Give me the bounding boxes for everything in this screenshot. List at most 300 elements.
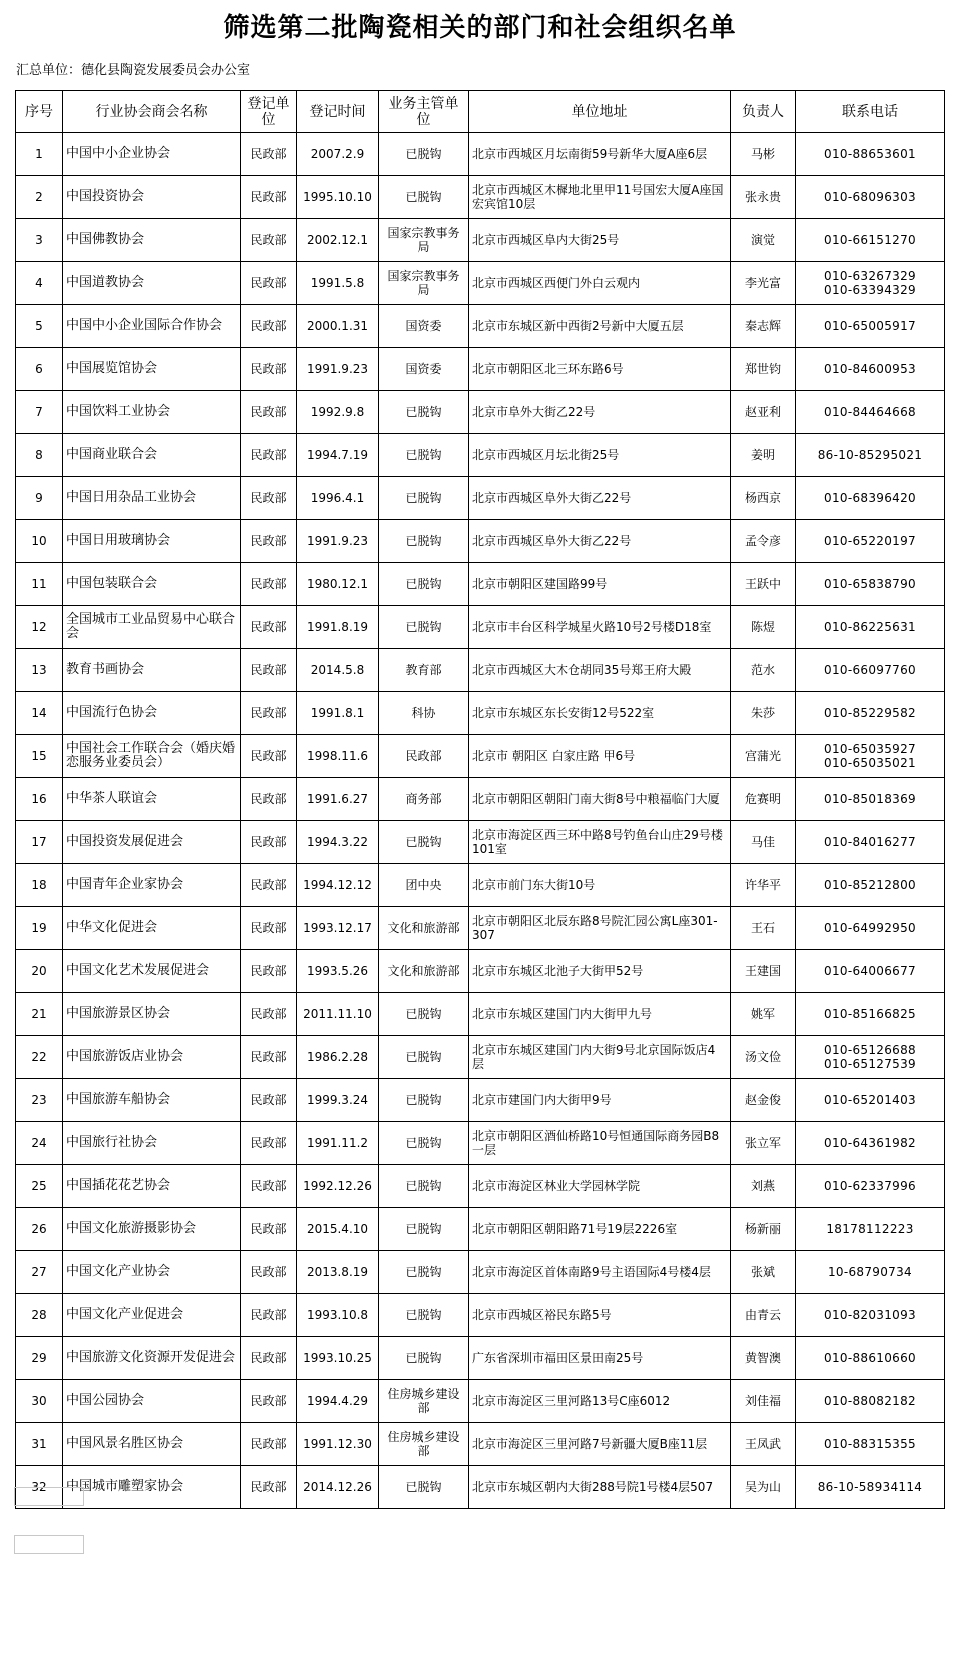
cell-reg-time: 1998.11.6: [297, 735, 379, 778]
cell-reg-unit: 民政部: [241, 821, 297, 864]
cell-name: 中国旅游景区协会: [63, 993, 241, 1036]
cell-reg-unit: 民政部: [241, 1294, 297, 1337]
cell-index: 10: [16, 520, 63, 563]
cell-reg-unit: 民政部: [241, 176, 297, 219]
table-header-row: [16, 91, 945, 133]
cell-index: 15: [16, 735, 63, 778]
cell-supervisor: 团中央: [379, 864, 469, 907]
cell-index: 19: [16, 907, 63, 950]
cell-reg-unit: 民政部: [241, 305, 297, 348]
phone-primary: 86-10-58934114: [817, 1480, 923, 1494]
table-row: [16, 1251, 945, 1294]
cell-name: 中国佛教协会: [63, 219, 241, 262]
table-row: [16, 176, 945, 219]
cell-reg-time: 1993.10.25: [297, 1337, 379, 1380]
cell-index: 22: [16, 1036, 63, 1079]
table-row: [16, 1122, 945, 1165]
cell-index: 27: [16, 1251, 63, 1294]
cell-person: 秦志辉: [731, 305, 796, 348]
cell-person: 赵金俊: [731, 1079, 796, 1122]
cell-reg-unit: 民政部: [241, 1036, 297, 1079]
table-row: [16, 1294, 945, 1337]
cell-person: 黄智澳: [731, 1337, 796, 1380]
cell-address: 北京市海淀区西三环中路8号钓鱼台山庄29号楼101室: [469, 821, 731, 864]
cell-name: 中国文化旅游摄影协会: [63, 1208, 241, 1251]
cell-name: 中华茶人联谊会: [63, 778, 241, 821]
cell-person: 姚军: [731, 993, 796, 1036]
cell-supervisor: 已脱钩: [379, 563, 469, 606]
cell-supervisor: 国资委: [379, 305, 469, 348]
phone-primary: 010-68096303: [824, 190, 916, 204]
cell-reg-unit: 民政部: [241, 1251, 297, 1294]
organizer-line: 汇总单位：德化县陶瓷发展委员会办公室: [16, 63, 251, 78]
cell-address: 北京市西城区月坛南街59号新华大厦A座6层: [469, 133, 731, 176]
table-row: [16, 391, 945, 434]
phone-primary: 010-84600953: [824, 362, 916, 376]
cell-address: 北京市朝阳区北三环东路6号: [469, 348, 731, 391]
organization-table: [15, 90, 945, 1509]
cell-address: 北京市阜外大街乙22号: [469, 391, 731, 434]
cell-supervisor: 已脱钩: [379, 477, 469, 520]
cell-name: 中国社会工作联合会（婚庆婚恋服务业委员会）: [63, 735, 241, 778]
phone-secondary: 010-63394329: [824, 283, 916, 297]
cell-supervisor: 住房城乡建设部: [379, 1380, 469, 1423]
cell-index: 32: [16, 1466, 63, 1509]
cell-reg-time: 1986.2.28: [297, 1036, 379, 1079]
cell-name: 中国投资协会: [63, 176, 241, 219]
cell-reg-time: 1991.8.19: [297, 606, 379, 649]
cell-name: 全国城市工业品贸易中心联合会: [63, 606, 241, 649]
cell-supervisor: 已脱钩: [379, 1466, 469, 1509]
cell-index: 6: [16, 348, 63, 391]
phone-primary: 010-84464668: [824, 405, 916, 419]
cell-reg-unit: 民政部: [241, 950, 297, 993]
cell-phone: [796, 391, 945, 434]
cell-person: 张永贵: [731, 176, 796, 219]
header-index: 序号: [16, 91, 63, 133]
table-row: [16, 434, 945, 477]
phone-primary: 010-85166825: [824, 1007, 916, 1021]
cell-phone: [796, 133, 945, 176]
cell-address: 北京市 朝阳区 白家庄路 甲6号: [469, 735, 731, 778]
cell-person: 张立军: [731, 1122, 796, 1165]
cell-index: 9: [16, 477, 63, 520]
cell-address: 北京市朝阳区酒仙桥路10号恒通国际商务园B8一层: [469, 1122, 731, 1165]
cell-name: 中国文化艺术发展促进会: [63, 950, 241, 993]
cell-phone: [796, 176, 945, 219]
phone-primary: 010-88653601: [824, 147, 916, 161]
cell-reg-unit: 民政部: [241, 1380, 297, 1423]
cell-supervisor: 已脱钩: [379, 1036, 469, 1079]
cell-name: 中国流行色协会: [63, 692, 241, 735]
phone-primary: 010-66097760: [824, 663, 916, 677]
cell-reg-time: 1992.9.8: [297, 391, 379, 434]
cell-index: 13: [16, 649, 63, 692]
cell-index: 11: [16, 563, 63, 606]
cell-name: 中国中小企业国际合作协会: [63, 305, 241, 348]
cell-person: 杨新丽: [731, 1208, 796, 1251]
cell-person: 李光富: [731, 262, 796, 305]
cell-index: 17: [16, 821, 63, 864]
cell-phone: [796, 950, 945, 993]
cell-address: 北京市东城区新中西街2号新中大厦五层: [469, 305, 731, 348]
cell-reg-unit: 民政部: [241, 864, 297, 907]
cell-reg-time: 1992.12.26: [297, 1165, 379, 1208]
cell-address: 北京市朝阳区朝阳门南大街8号中粮福临门大厦: [469, 778, 731, 821]
phone-primary: 010-64992950: [824, 921, 916, 935]
cell-person: 吴为山: [731, 1466, 796, 1509]
cell-reg-unit: 民政部: [241, 649, 297, 692]
table-row: [16, 1380, 945, 1423]
cell-name: 中国中小企业协会: [63, 133, 241, 176]
cell-name: 中华文化促进会: [63, 907, 241, 950]
cell-reg-unit: 民政部: [241, 1165, 297, 1208]
table-row: [16, 821, 945, 864]
cell-reg-time: 1991.12.30: [297, 1423, 379, 1466]
cell-supervisor: 已脱钩: [379, 1165, 469, 1208]
table-row: [16, 1165, 945, 1208]
cell-phone: [796, 692, 945, 735]
cell-reg-unit: 民政部: [241, 1208, 297, 1251]
cell-reg-unit: 民政部: [241, 348, 297, 391]
page-title: 筛选第二批陶瓷相关的部门和社会组织名单: [223, 13, 737, 43]
cell-phone: [796, 778, 945, 821]
table-row: [16, 348, 945, 391]
cell-address: 北京市西城区阜内大街25号: [469, 219, 731, 262]
cell-reg-time: 2013.8.19: [297, 1251, 379, 1294]
cell-phone: [796, 1122, 945, 1165]
cell-reg-unit: 民政部: [241, 1423, 297, 1466]
cell-reg-time: 1993.5.26: [297, 950, 379, 993]
cell-reg-time: 1994.12.12: [297, 864, 379, 907]
cell-address: 北京市前门东大街10号: [469, 864, 731, 907]
table-row: [16, 1423, 945, 1466]
cell-reg-unit: 民政部: [241, 1122, 297, 1165]
cell-phone: [796, 262, 945, 305]
cell-reg-unit: 民政部: [241, 606, 297, 649]
cell-phone: [796, 1294, 945, 1337]
cell-reg-time: 1996.4.1: [297, 477, 379, 520]
cell-address: 北京市西城区裕民东路5号: [469, 1294, 731, 1337]
cell-reg-unit: 民政部: [241, 563, 297, 606]
cell-phone: [796, 1337, 945, 1380]
cell-name: 中国包装联合会: [63, 563, 241, 606]
cell-supervisor: 已脱钩: [379, 1208, 469, 1251]
table-row: [16, 735, 945, 778]
cell-index: 4: [16, 262, 63, 305]
cell-address: 北京市东城区建国门内大街9号北京国际饭店4层: [469, 1036, 731, 1079]
cell-name: 中国道教协会: [63, 262, 241, 305]
cell-reg-unit: 民政部: [241, 434, 297, 477]
table-row: [16, 520, 945, 563]
cell-supervisor: 已脱钩: [379, 434, 469, 477]
phone-primary: 010-88082182: [824, 1394, 916, 1408]
phone-primary: 010-86225631: [824, 620, 916, 634]
table-row: [16, 262, 945, 305]
cell-phone: [796, 219, 945, 262]
phone-primary: 86-10-85295021: [817, 448, 923, 462]
cell-supervisor: 已脱钩: [379, 1294, 469, 1337]
cell-person: 杨西京: [731, 477, 796, 520]
cell-person: 马彬: [731, 133, 796, 176]
table-row: [16, 1337, 945, 1380]
cell-address: 北京市西城区阜外大街乙22号: [469, 520, 731, 563]
cell-person: 姜明: [731, 434, 796, 477]
cell-supervisor: 已脱钩: [379, 391, 469, 434]
cell-reg-time: 1991.9.23: [297, 520, 379, 563]
cell-index: 8: [16, 434, 63, 477]
cell-reg-time: 2000.1.31: [297, 305, 379, 348]
cell-supervisor: 国家宗教事务局: [379, 219, 469, 262]
cell-index: 29: [16, 1337, 63, 1380]
phone-primary: 010-68396420: [824, 491, 916, 505]
phone-primary: 010-62337996: [824, 1179, 916, 1193]
cell-name: 中国旅游饭店业协会: [63, 1036, 241, 1079]
cell-reg-unit: 民政部: [241, 735, 297, 778]
cell-reg-unit: 民政部: [241, 262, 297, 305]
cell-supervisor: 已脱钩: [379, 176, 469, 219]
cell-address: 北京市东城区东长安街12号522室: [469, 692, 731, 735]
cell-name: 中国饮料工业协会: [63, 391, 241, 434]
cell-address: 北京市海淀区三里河路7号新疆大厦B座11层: [469, 1423, 731, 1466]
cell-supervisor: 住房城乡建设部: [379, 1423, 469, 1466]
cell-name: 中国城市雕塑家协会: [63, 1466, 241, 1509]
table-row: [16, 219, 945, 262]
phone-primary: 010-65220197: [824, 534, 916, 548]
cell-person: 王建国: [731, 950, 796, 993]
cell-name: 教育书画协会: [63, 649, 241, 692]
cell-name: 中国旅游车船协会: [63, 1079, 241, 1122]
cell-address: 北京市东城区北池子大街甲52号: [469, 950, 731, 993]
cell-phone: [796, 606, 945, 649]
cell-index: 25: [16, 1165, 63, 1208]
cell-index: 2: [16, 176, 63, 219]
phone-primary: 010-65005917: [824, 319, 916, 333]
cell-phone: [796, 907, 945, 950]
cell-name: 中国展览馆协会: [63, 348, 241, 391]
table-row: [16, 477, 945, 520]
cell-person: 王跃中: [731, 563, 796, 606]
cell-phone: [796, 821, 945, 864]
cell-person: 孟令彦: [731, 520, 796, 563]
cell-reg-time: 1991.11.2: [297, 1122, 379, 1165]
cell-reg-unit: 民政部: [241, 1079, 297, 1122]
cell-person: 陈煜: [731, 606, 796, 649]
cell-supervisor: 民政部: [379, 735, 469, 778]
cell-name: 中国文化产业促进会: [63, 1294, 241, 1337]
cell-address: 北京市西城区月坛北街25号: [469, 434, 731, 477]
phone-primary: 010-88315355: [824, 1437, 916, 1451]
table-row: [16, 1466, 945, 1509]
table-row: [16, 993, 945, 1036]
cell-phone: [796, 1165, 945, 1208]
cell-name: 中国旅行社协会: [63, 1122, 241, 1165]
cell-address: 北京市建国门内大街甲9号: [469, 1079, 731, 1122]
cell-reg-time: 1993.10.8: [297, 1294, 379, 1337]
header-address: 单位地址: [469, 91, 731, 133]
table-row: [16, 1036, 945, 1079]
table-row: [16, 907, 945, 950]
cell-supervisor: 国家宗教事务局: [379, 262, 469, 305]
cell-phone: [796, 864, 945, 907]
cell-index: 23: [16, 1079, 63, 1122]
cell-person: 刘佳福: [731, 1380, 796, 1423]
phone-primary: 10-68790734: [828, 1265, 912, 1279]
cell-person: 张斌: [731, 1251, 796, 1294]
cell-address: 北京市西城区阜外大街乙22号: [469, 477, 731, 520]
cell-address: 广东省深圳市福田区景田南25号: [469, 1337, 731, 1380]
table-row: [16, 1079, 945, 1122]
cell-phone: [796, 1423, 945, 1466]
cell-person: 朱莎: [731, 692, 796, 735]
cell-reg-time: 1994.7.19: [297, 434, 379, 477]
cell-phone: [796, 649, 945, 692]
cell-index: 7: [16, 391, 63, 434]
phone-primary: 010-65201403: [824, 1093, 916, 1107]
cell-reg-time: 1993.12.17: [297, 907, 379, 950]
table-row: [16, 864, 945, 907]
cell-supervisor: 已脱钩: [379, 520, 469, 563]
phone-primary: 010-85018369: [824, 792, 916, 806]
cell-reg-time: 2014.5.8: [297, 649, 379, 692]
cell-supervisor: 科协: [379, 692, 469, 735]
table-row: [16, 133, 945, 176]
cell-index: 14: [16, 692, 63, 735]
table-row: [16, 649, 945, 692]
cell-address: 北京市海淀区三里河路13号C座6012: [469, 1380, 731, 1423]
phone-primary: 010-84016277: [824, 835, 916, 849]
table-row: [16, 950, 945, 993]
cell-name: 中国青年企业家协会: [63, 864, 241, 907]
table-row: [16, 305, 945, 348]
cell-phone: [796, 1251, 945, 1294]
cell-supervisor: 商务部: [379, 778, 469, 821]
phone-primary: 010-66151270: [824, 233, 916, 247]
cell-person: 郑世钧: [731, 348, 796, 391]
cell-reg-unit: 民政部: [241, 477, 297, 520]
cell-index: 21: [16, 993, 63, 1036]
phone-primary: 010-65838790: [824, 577, 916, 591]
cell-reg-time: 1995.10.10: [297, 176, 379, 219]
cell-reg-time: 1999.3.24: [297, 1079, 379, 1122]
cell-name: 中国商业联合会: [63, 434, 241, 477]
cell-index: 3: [16, 219, 63, 262]
cell-phone: [796, 348, 945, 391]
cell-person: 王凤武: [731, 1423, 796, 1466]
empty-cell-box: [14, 1487, 84, 1506]
cell-name: 中国旅游文化资源开发促进会: [63, 1337, 241, 1380]
cell-address: 北京市西城区西便门外白云观内: [469, 262, 731, 305]
cell-phone: [796, 993, 945, 1036]
phone-primary: 010-82031093: [824, 1308, 916, 1322]
cell-address: 北京市朝阳区北辰东路8号院汇园公寓L座301-307: [469, 907, 731, 950]
phone-primary: 010-85229582: [824, 706, 916, 720]
cell-phone: [796, 1036, 945, 1079]
table-row: [16, 606, 945, 649]
cell-reg-unit: 民政部: [241, 907, 297, 950]
phone-secondary: 010-65035021: [824, 756, 916, 770]
cell-name: 中国风景名胜区协会: [63, 1423, 241, 1466]
table-row: [16, 1208, 945, 1251]
cell-supervisor: 已脱钩: [379, 993, 469, 1036]
cell-reg-time: 2014.12.26: [297, 1466, 379, 1509]
header-person: 负责人: [731, 91, 796, 133]
cell-index: 28: [16, 1294, 63, 1337]
table-row: [16, 778, 945, 821]
cell-person: 刘燕: [731, 1165, 796, 1208]
cell-phone: [796, 1380, 945, 1423]
cell-reg-time: 1980.12.1: [297, 563, 379, 606]
cell-name: 中国公园协会: [63, 1380, 241, 1423]
cell-reg-time: 2015.4.10: [297, 1208, 379, 1251]
header-name: 行业协会商会名称: [63, 91, 241, 133]
cell-phone: [796, 1079, 945, 1122]
cell-name: 中国日用杂品工业协会: [63, 477, 241, 520]
cell-index: 12: [16, 606, 63, 649]
cell-reg-unit: 民政部: [241, 1466, 297, 1509]
phone-primary: 010-88610660: [824, 1351, 916, 1365]
table-row: [16, 692, 945, 735]
cell-phone: [796, 434, 945, 477]
cell-phone: [796, 563, 945, 606]
cell-reg-unit: 民政部: [241, 1337, 297, 1380]
cell-index: 5: [16, 305, 63, 348]
cell-supervisor: 教育部: [379, 649, 469, 692]
cell-person: 由青云: [731, 1294, 796, 1337]
phone-primary: 18178112223: [826, 1222, 914, 1236]
cell-person: 宫蒲光: [731, 735, 796, 778]
cell-person: 赵亚利: [731, 391, 796, 434]
cell-phone: [796, 477, 945, 520]
cell-reg-unit: 民政部: [241, 520, 297, 563]
phone-primary: 010-65126688: [824, 1043, 916, 1057]
cell-reg-unit: 民政部: [241, 692, 297, 735]
cell-index: 18: [16, 864, 63, 907]
cell-index: 24: [16, 1122, 63, 1165]
cell-reg-unit: 民政部: [241, 219, 297, 262]
cell-reg-time: 1991.5.8: [297, 262, 379, 305]
cell-name: 中国文化产业协会: [63, 1251, 241, 1294]
cell-phone: [796, 1466, 945, 1509]
cell-reg-time: 1991.6.27: [297, 778, 379, 821]
cell-supervisor: 已脱钩: [379, 133, 469, 176]
cell-address: 北京市海淀区首体南路9号主语国际4号楼4层: [469, 1251, 731, 1294]
cell-phone: [796, 520, 945, 563]
cell-person: 汤文俭: [731, 1036, 796, 1079]
cell-address: 北京市西城区木樨地北里甲11号国宏大厦A座国宏宾馆10层: [469, 176, 731, 219]
cell-person: 演觉: [731, 219, 796, 262]
phone-primary: 010-64361982: [824, 1136, 916, 1150]
cell-supervisor: 文化和旅游部: [379, 907, 469, 950]
cell-name: 中国日用玻璃协会: [63, 520, 241, 563]
cell-address: 北京市东城区朝内大街288号院1号楼4层507: [469, 1466, 731, 1509]
cell-supervisor: 已脱钩: [379, 1079, 469, 1122]
cell-index: 26: [16, 1208, 63, 1251]
phone-primary: 010-65035927: [824, 742, 916, 756]
cell-supervisor: 国资委: [379, 348, 469, 391]
cell-address: 北京市东城区建国门内大街甲九号: [469, 993, 731, 1036]
cell-supervisor: 文化和旅游部: [379, 950, 469, 993]
cell-reg-time: 2007.2.9: [297, 133, 379, 176]
cell-reg-unit: 民政部: [241, 778, 297, 821]
cell-phone: [796, 305, 945, 348]
cell-address: 北京市朝阳区朝阳路71号19层2226室: [469, 1208, 731, 1251]
cell-person: 马佳: [731, 821, 796, 864]
cell-phone: [796, 735, 945, 778]
cell-person: 许华平: [731, 864, 796, 907]
header-reg-time: 登记时间: [297, 91, 379, 133]
cell-supervisor: 已脱钩: [379, 1337, 469, 1380]
